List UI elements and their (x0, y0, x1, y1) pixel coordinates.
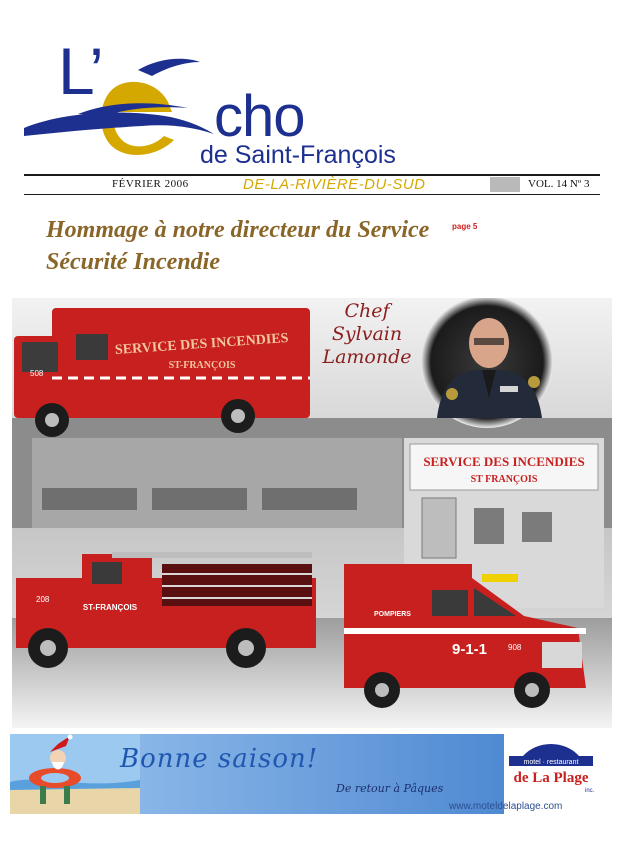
logo-top-text: motel · restaurant (523, 759, 579, 766)
building-sign: SERVICE DES INCENDIES (423, 454, 585, 469)
logo-brand-name: de La Plage (513, 770, 589, 786)
building-sign-sub: ST FRANÇOIS (470, 474, 538, 485)
chief-caption (312, 300, 422, 369)
ad-subslogan: De retour à Pâques (336, 782, 444, 795)
cover-headline: Hommage à notre directeur du Service Sécurité Incendie (46, 217, 430, 275)
logo-mark (18, 44, 218, 174)
masthead-gray-block (490, 177, 520, 192)
van-number: 508 (30, 369, 44, 378)
ambulance-number: 908 (508, 643, 522, 652)
van-lettering-sub: ST-FRANÇOIS (168, 360, 236, 371)
masthead-rule-bottom (24, 194, 600, 195)
page-reference: page 5 (452, 222, 478, 231)
masthead-subtitle: de Saint-François (200, 141, 396, 169)
van-lettering: SERVICE DES INCENDIES (114, 330, 289, 359)
chief-caption-last: Lamonde (322, 346, 412, 368)
region-label: DE-LA-RIVIÈRE-DU-SUD (243, 176, 426, 193)
logo-suffix: inc. (585, 788, 595, 794)
ad-website-link[interactable]: www.moteldelaplage.com (449, 801, 563, 812)
pumper-lettering: ST-FRANÇOIS (82, 603, 138, 612)
ad-slogan: Bonne saison! (120, 744, 319, 774)
pumper-number: 208 (36, 595, 50, 604)
masthead-title: cho (214, 84, 305, 149)
van-508 (14, 308, 310, 437)
masthead-title-l: L’ (58, 34, 102, 108)
chief-caption-title: Chef (344, 300, 390, 322)
motel-restaurant-logo (503, 738, 599, 800)
chief-caption-first: Sylvain (331, 323, 403, 345)
ambulance-hood-text: POMPIERS (374, 611, 411, 618)
volume-number: VOL. 14 Nº 3 (528, 178, 590, 190)
chief-portrait (421, 298, 553, 428)
ambulance-911: 9-1-1 (452, 641, 488, 658)
issue-date: FÉVRIER 2006 (112, 178, 189, 190)
